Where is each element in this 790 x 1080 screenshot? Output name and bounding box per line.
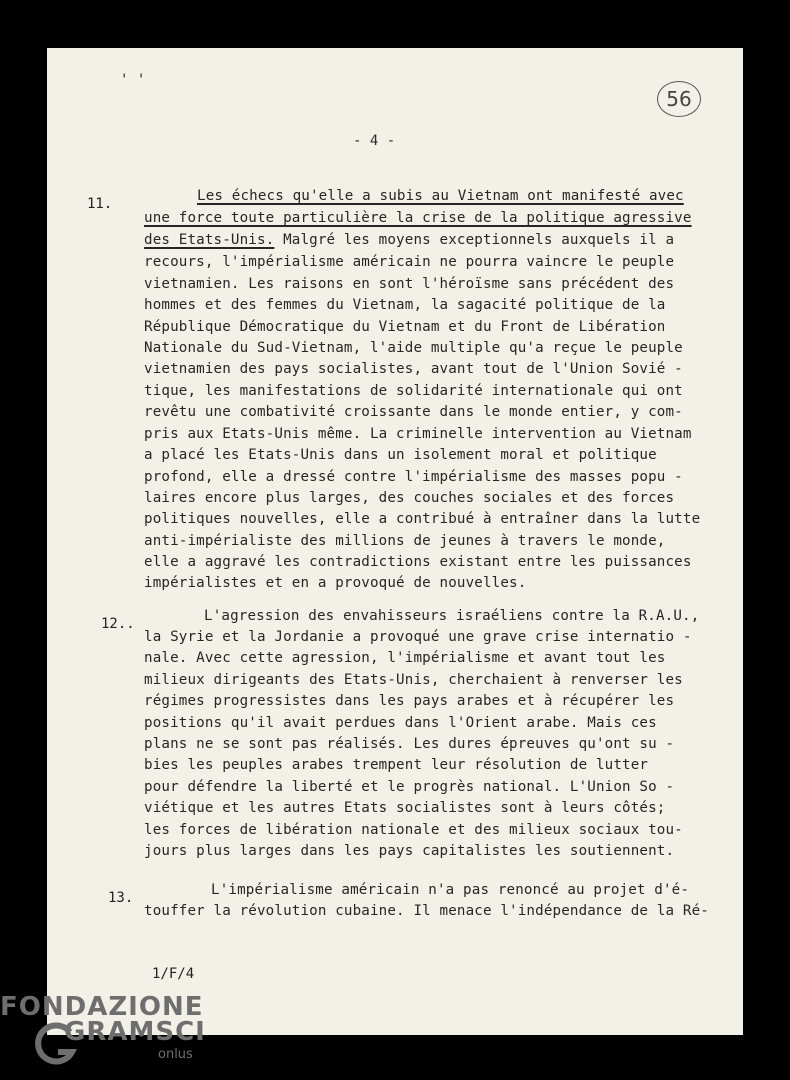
archive-number-stamp: 56 [657, 81, 701, 117]
text-line: hommes et des femmes du Vietnam, la sagacité politique de la [144, 297, 666, 313]
text-line: profond, elle a dressé contre l'impérialisme des masses popu - [144, 469, 683, 485]
document-page [47, 48, 743, 1035]
text-line [144, 232, 674, 248]
paragraph-number: 11. [87, 196, 113, 212]
text-line: milieux dirigeants des Etats-Unis, cherchaient à renverser les [144, 672, 683, 688]
text-line: politiques nouvelles, elle a contribué à entraîner dans la lutte [144, 511, 701, 527]
text-line: a placé les Etats-Unis dans un isolement moral et politique [144, 447, 657, 463]
text-line: République Démocratique du Vietnam et du Front de Libération [144, 319, 666, 335]
watermark-line1: FONDAZIONE [0, 992, 204, 1022]
text-line: touffer la révolution cubaine. Il menace l'indépendance de la Ré- [144, 903, 709, 919]
text-line: Nationale du Sud-Vietnam, l'aide multiple qu'a reçue le peuple [144, 340, 683, 356]
text-line: positions qu'il avait perdues dans l'Orient arabe. Mais ces [144, 715, 657, 731]
text-line: pris aux Etats-Unis même. La criminelle intervention au Vietnam [144, 426, 692, 442]
page-number: - 4 - [353, 133, 396, 149]
text-line: elle a aggravé les contradictions existant entre les puissances [144, 554, 692, 570]
text-line: recours, l'impérialisme américain ne pourra vaincre le peuple [144, 254, 675, 270]
text-line: tique, les manifestations de solidarité internationale qui ont [144, 383, 683, 399]
underlined-text: des Etats-Unis. [144, 232, 275, 248]
text-line: la Syrie et la Jordanie a provoqué une grave crise internatio - [144, 629, 692, 645]
text-line: vietnamien des pays socialistes, avant tout de l'Union Sovié - [144, 361, 683, 377]
text-span: Malgré les moyens exceptionnels auxquels il a [274, 232, 675, 248]
marginal-dots: ' ' [120, 72, 146, 88]
text-line: L'impérialisme américain n'a pas renoncé au projet d'é- [211, 882, 690, 898]
text-line: anti-impérialiste des millions de jeunes à travers le monde, [144, 533, 666, 549]
text-line: revêtu une combativité croissante dans le monde entier, y com- [144, 404, 683, 420]
text-line: plans ne se sont pas réalisés. Les dures épreuves qu'ont su - [144, 736, 675, 752]
text-line: nale. Avec cette agression, l'impérialisme et avant tout les [144, 650, 666, 666]
paragraph-number: 13. [108, 890, 134, 906]
watermark-sub: onlus [158, 1047, 193, 1062]
text-line: régimes progressistes dans les pays arabes et à récupérer les [144, 693, 675, 709]
document-code: 1/F/4 [152, 966, 195, 982]
text-line: L'agression des envahisseurs israéliens contre la R.A.U., [204, 608, 700, 624]
text-line: laires encore plus larges, des couches sociales et des forces [144, 490, 675, 506]
text-line: les forces de libération nationale et des milieux sociaux tou- [144, 822, 683, 838]
paragraph-number: 12.. [101, 616, 135, 632]
text-line: vietnamien. Les raisons en sont l'héroïsme sans précédent des [144, 276, 675, 292]
text-line: bies les peuples arabes trempent leur résolution de lutter [144, 757, 649, 773]
text-line: Les échecs qu'elle a subis au Vietnam ont manifesté avec [197, 188, 684, 204]
watermark-line2: GRAMSCI [64, 1017, 206, 1047]
text-line: une force toute particulière la crise de la politique agressive [144, 210, 692, 226]
text-line: impérialistes et en a provoqué de nouvelles. [144, 575, 527, 591]
text-line: pour défendre la liberté et le progrès national. L'Union So - [144, 779, 675, 795]
text-line: viétique et les autres Etats socialistes sont à leurs côtés; [144, 800, 666, 816]
text-line: jours plus larges dans les pays capitalistes les soutiennent. [144, 843, 675, 859]
